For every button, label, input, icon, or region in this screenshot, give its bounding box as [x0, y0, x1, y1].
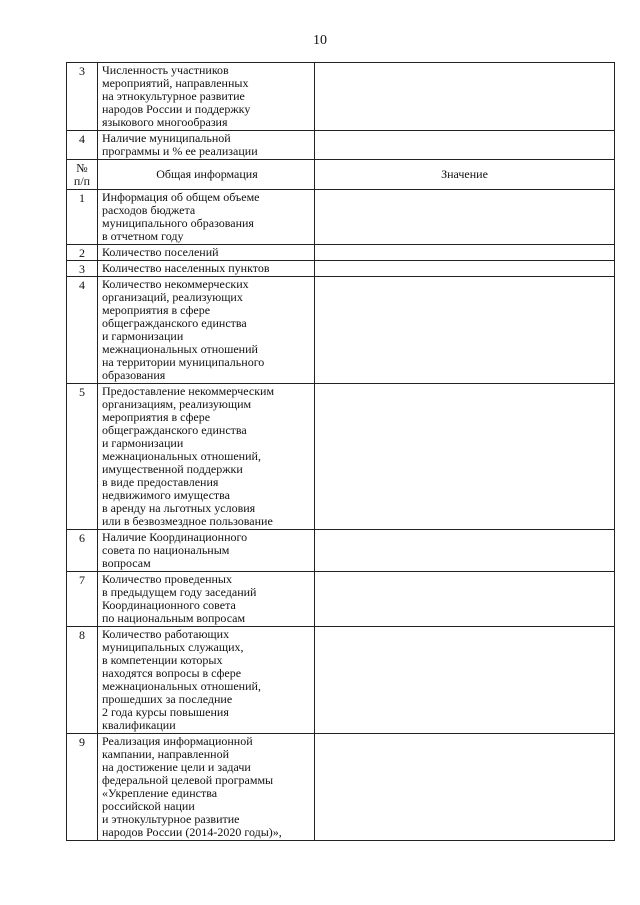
- row-general-info: Количество поселений: [98, 245, 315, 261]
- row-value-cell[interactable]: [315, 572, 615, 627]
- row-general-info: Предоставление некоммерческим организациям, реализующим мероприятия в сфере общегражданского единства и гармонизации межнациональных отношений, имущественной поддержки в виде предоставления недвижимого имущества в аренду на льготных условия или в безвозмездное пользование: [98, 384, 315, 530]
- row-number: 5: [67, 384, 98, 530]
- row-number: 4: [67, 131, 98, 160]
- row-general-info: Численность участников мероприятий, направленных на этнокультурное развитие народов России и поддержку языкового многообразия: [98, 63, 315, 131]
- row-general-info: Информация об общем объеме расходов бюджета муниципального образования в отчетном году: [98, 190, 315, 245]
- row-number: 6: [67, 530, 98, 572]
- table-row: [67, 627, 615, 734]
- row-number: 3: [67, 261, 98, 277]
- row-general-info: Количество проведенных в предыдущем году заседаний Координационного совета по национальным вопросам: [98, 572, 315, 627]
- table-row: [67, 190, 615, 245]
- data-table: [66, 62, 615, 841]
- page-number: 10: [313, 33, 327, 48]
- row-general-info: Количество населенных пунктов: [98, 261, 315, 277]
- row-number: 7: [67, 572, 98, 627]
- row-value-cell[interactable]: [315, 63, 615, 131]
- table-row: [67, 261, 615, 277]
- table-row: [67, 277, 615, 384]
- row-number: 4: [67, 277, 98, 384]
- row-general-info: Наличие Координационного совета по национальным вопросам: [98, 530, 315, 572]
- table-row: [67, 572, 615, 627]
- row-value-cell[interactable]: [315, 190, 615, 245]
- row-general-info: Наличие муниципальной программы и % ее реализации: [98, 131, 315, 160]
- table-row: [67, 63, 615, 131]
- table-row: [67, 734, 615, 841]
- row-general-info: Реализация информационной кампании, направленной на достижение цели и задачи федеральной целевой программы «Укрепление единства российской нации и этнокультурное развитие народов России (2014-2020 годы)»,: [98, 734, 315, 841]
- row-number: 9: [67, 734, 98, 841]
- row-value-cell[interactable]: [315, 530, 615, 572]
- header-general-info: Общая информация: [98, 160, 315, 190]
- table-row: [67, 530, 615, 572]
- row-number: 2: [67, 245, 98, 261]
- row-number: 3: [67, 63, 98, 131]
- header-value: Значение: [315, 160, 615, 190]
- table-row: [67, 245, 615, 261]
- table-row: [67, 384, 615, 530]
- table-header-row: [67, 160, 615, 190]
- table-row: [67, 131, 615, 160]
- row-value-cell[interactable]: [315, 261, 615, 277]
- header-number: № п/п: [67, 160, 98, 190]
- row-value-cell[interactable]: [315, 131, 615, 160]
- row-general-info: Количество некоммерческих организаций, реализующих мероприятия в сфере общегражданского единства и гармонизации межнациональных отношений на территории муниципального образования: [98, 277, 315, 384]
- row-value-cell[interactable]: [315, 384, 615, 530]
- row-value-cell[interactable]: [315, 277, 615, 384]
- row-general-info: Количество работающих муниципальных служащих, в компетенции которых находятся вопросы в сфере межнациональных отношений, прошедших за последние 2 года курсы повышения квалификации: [98, 627, 315, 734]
- row-number: 1: [67, 190, 98, 245]
- row-value-cell[interactable]: [315, 245, 615, 261]
- row-value-cell[interactable]: [315, 627, 615, 734]
- row-value-cell[interactable]: [315, 734, 615, 841]
- row-number: 8: [67, 627, 98, 734]
